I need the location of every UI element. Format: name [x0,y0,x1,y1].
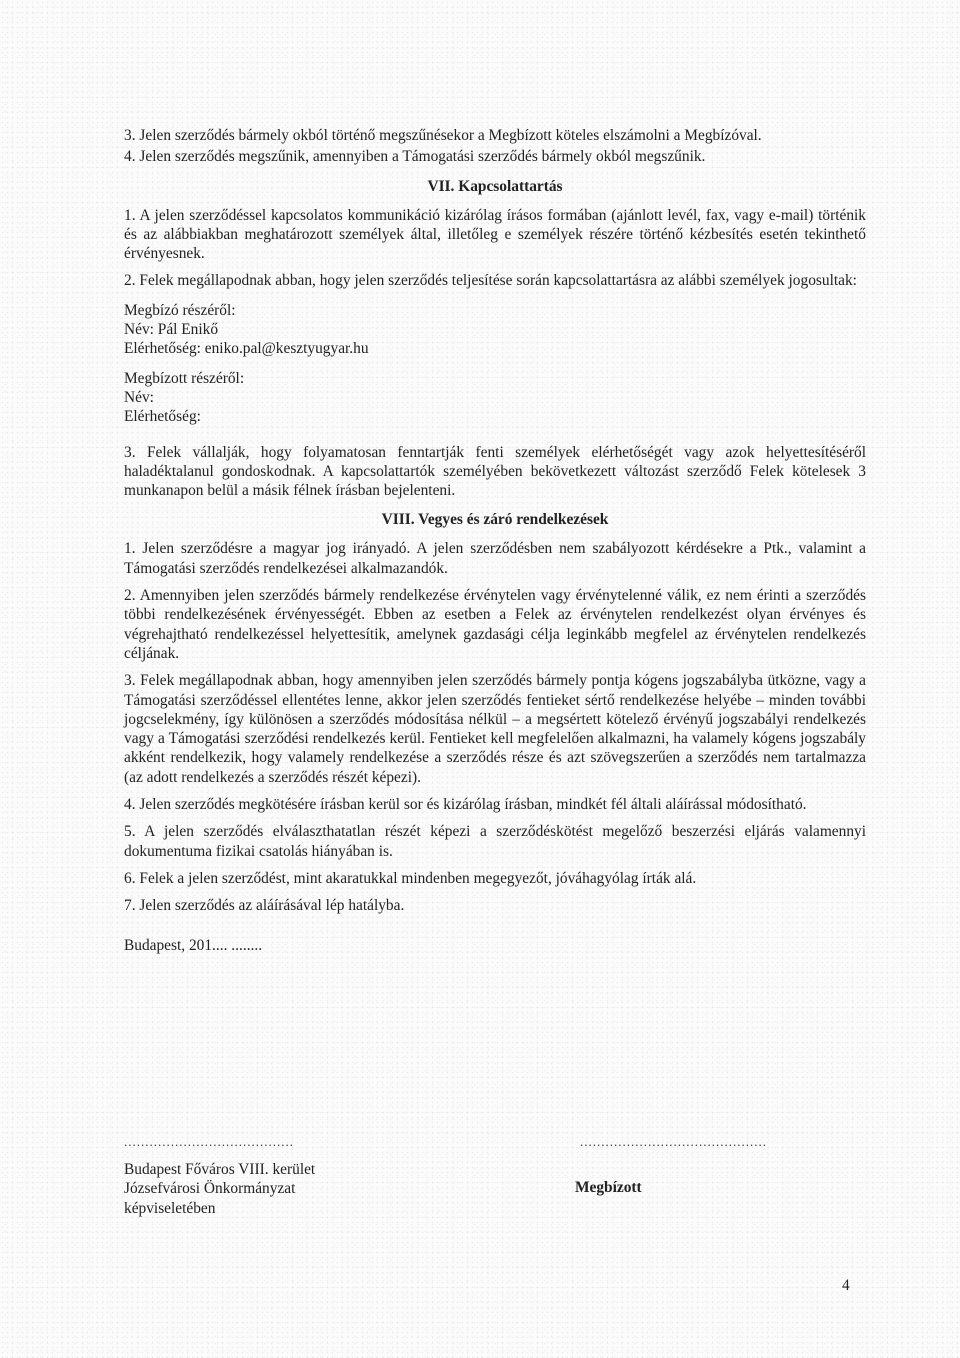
paragraph-8-7: 7. Jelen szerződés az aláírásával lép hatályba. [124,897,405,915]
signatory-client-line1: Budapest Főváros VIII. kerület [124,1161,316,1178]
agent-heading: Megbízott részéről: [124,369,245,387]
signatory-client [124,1160,315,1218]
document-body [124,126,866,955]
agent-contact-block [124,369,866,427]
paragraph-7-3: 3. Felek vállalják, hogy folyamatosan fenntartják fenti személyek elérhetőségét vagy azok helyettesítéséről haladéktalanul gondoskodnak. A kapcsolattartók személyében bekövetkezett változást szerződő Felek kötelesek 3 munkanapon belül a másik félnek írásban bejelenteni. [124,443,866,500]
paragraph-8-2: 2. Amennyiben jelen szerződés bármely rendelkezése érvénytelen vagy érvénytelenné válik, ez nem érinti a szerződés többi rendelkezésének érvényességét. Ebben az esetben a Felek az érvénytelen rendelkezést olyan érvényes és végrehajtható rendelkezéssel helyettesítik, amelynek gazdasági célja leginkább megfelel az érvénytelen rendelkezés céljának. [124,587,866,662]
paragraph-8-5: 5. A jelen szerződés elválaszthatatlan részét képezi a szerződéskötést megelőző beszerzési eljárás valamennyi dokumentuma fizikai csatolás hiányában is. [124,823,866,860]
paragraph-8-3: 3. Felek megállapodnak abban, hogy amennyiben jelen szerződés bármely pontja kógens jogszabályba ütközne, vagy a Támogatási szerződéssel ellentétes lenne, akkor jelen szerződés fentieket sértő rendelkezése helyébe – minden további jogcselekmény, így különösen a szerződés módosítása nélkül – a megsértett kötelező érvényű jogszabályi rendelkezés vagy a Támogatási szerződési rendelkezés kerül. Fentieket kell megfelelően alkalmazni, ha valamely kógens jogszabály akként rendelkezik, hogy valamely rendelkezése a szerződés része és azt szövegszerűen a szerződés nem tartalmazza (az adott rendelkezés a szerződés részét képezi). [124,672,866,786]
paragraph-8-6: 6. Felek a jelen szerződést, mint akaratukkal mindenben megegyezőt, jóváhagyólag írták alá. [124,869,697,887]
paragraph-8-4: 4. Jelen szerződés megkötésére írásban kerül sor és kizárólag írásban, mindkét fél általi aláírással módosítható. [124,796,807,814]
signature-line-left: ........................................ [124,1134,294,1149]
section-8-heading: VIII. Vegyes és záró rendelkezések [381,511,609,529]
paragraph-6-4: 4. Jelen szerződés megszűnik, amennyiben a Támogatási szerződés bármely okból megszűnik. [124,148,706,166]
paragraph-7-1: 1. A jelen szerződéssel kapcsolatos kommunikáció kizárólag írásos formában (ajánlott levél, fax, vagy e-mail) történik és az alábbiakban meghatározott személyek által, illetőleg e személyek részére történő kézbesítés esetén tekinthető érvényesnek. [124,206,866,263]
client-name: Név: Pál Enikő [124,321,219,339]
signature-line-right: ............................................ [580,1134,767,1149]
signatory-client-line2: Józsefvárosi Önkormányzat [124,1180,296,1198]
section-7-heading: VII. Kapcsolattartás [427,177,563,195]
paragraph-8-1: 1. Jelen szerződésre a magyar jog irányadó. A jelen szerződésben nem szabályozott kérdésekre a Ptk., valamint a Támogatási szerződés rendelkezései alkalmazandók. [124,540,866,577]
client-contact: Elérhetőség: eniko.pal@kesztyugyar.hu [124,340,369,358]
place-date: Budapest, 201.... ........ [124,936,263,954]
agent-name: Név: [124,388,154,406]
paragraph-7-2: 2. Felek megállapodnak abban, hogy jelen szerződés teljesítése során kapcsolattartásra az alábbi személyek jogosultak: [124,272,857,290]
page-number: 4 [842,1277,850,1294]
signatory-client-line3: képviseletében [124,1199,216,1217]
signatory-agent: Megbízott [575,1179,642,1196]
paragraph-6-3: 3. Jelen szerződés bármely okból történő megszűnésekor a Megbízott köteles elszámolni a Megbízóval. [124,127,762,144]
client-contact-block [124,301,866,359]
agent-contact: Elérhetőség: [124,408,201,426]
client-heading: Megbízó részéről: [124,301,236,319]
